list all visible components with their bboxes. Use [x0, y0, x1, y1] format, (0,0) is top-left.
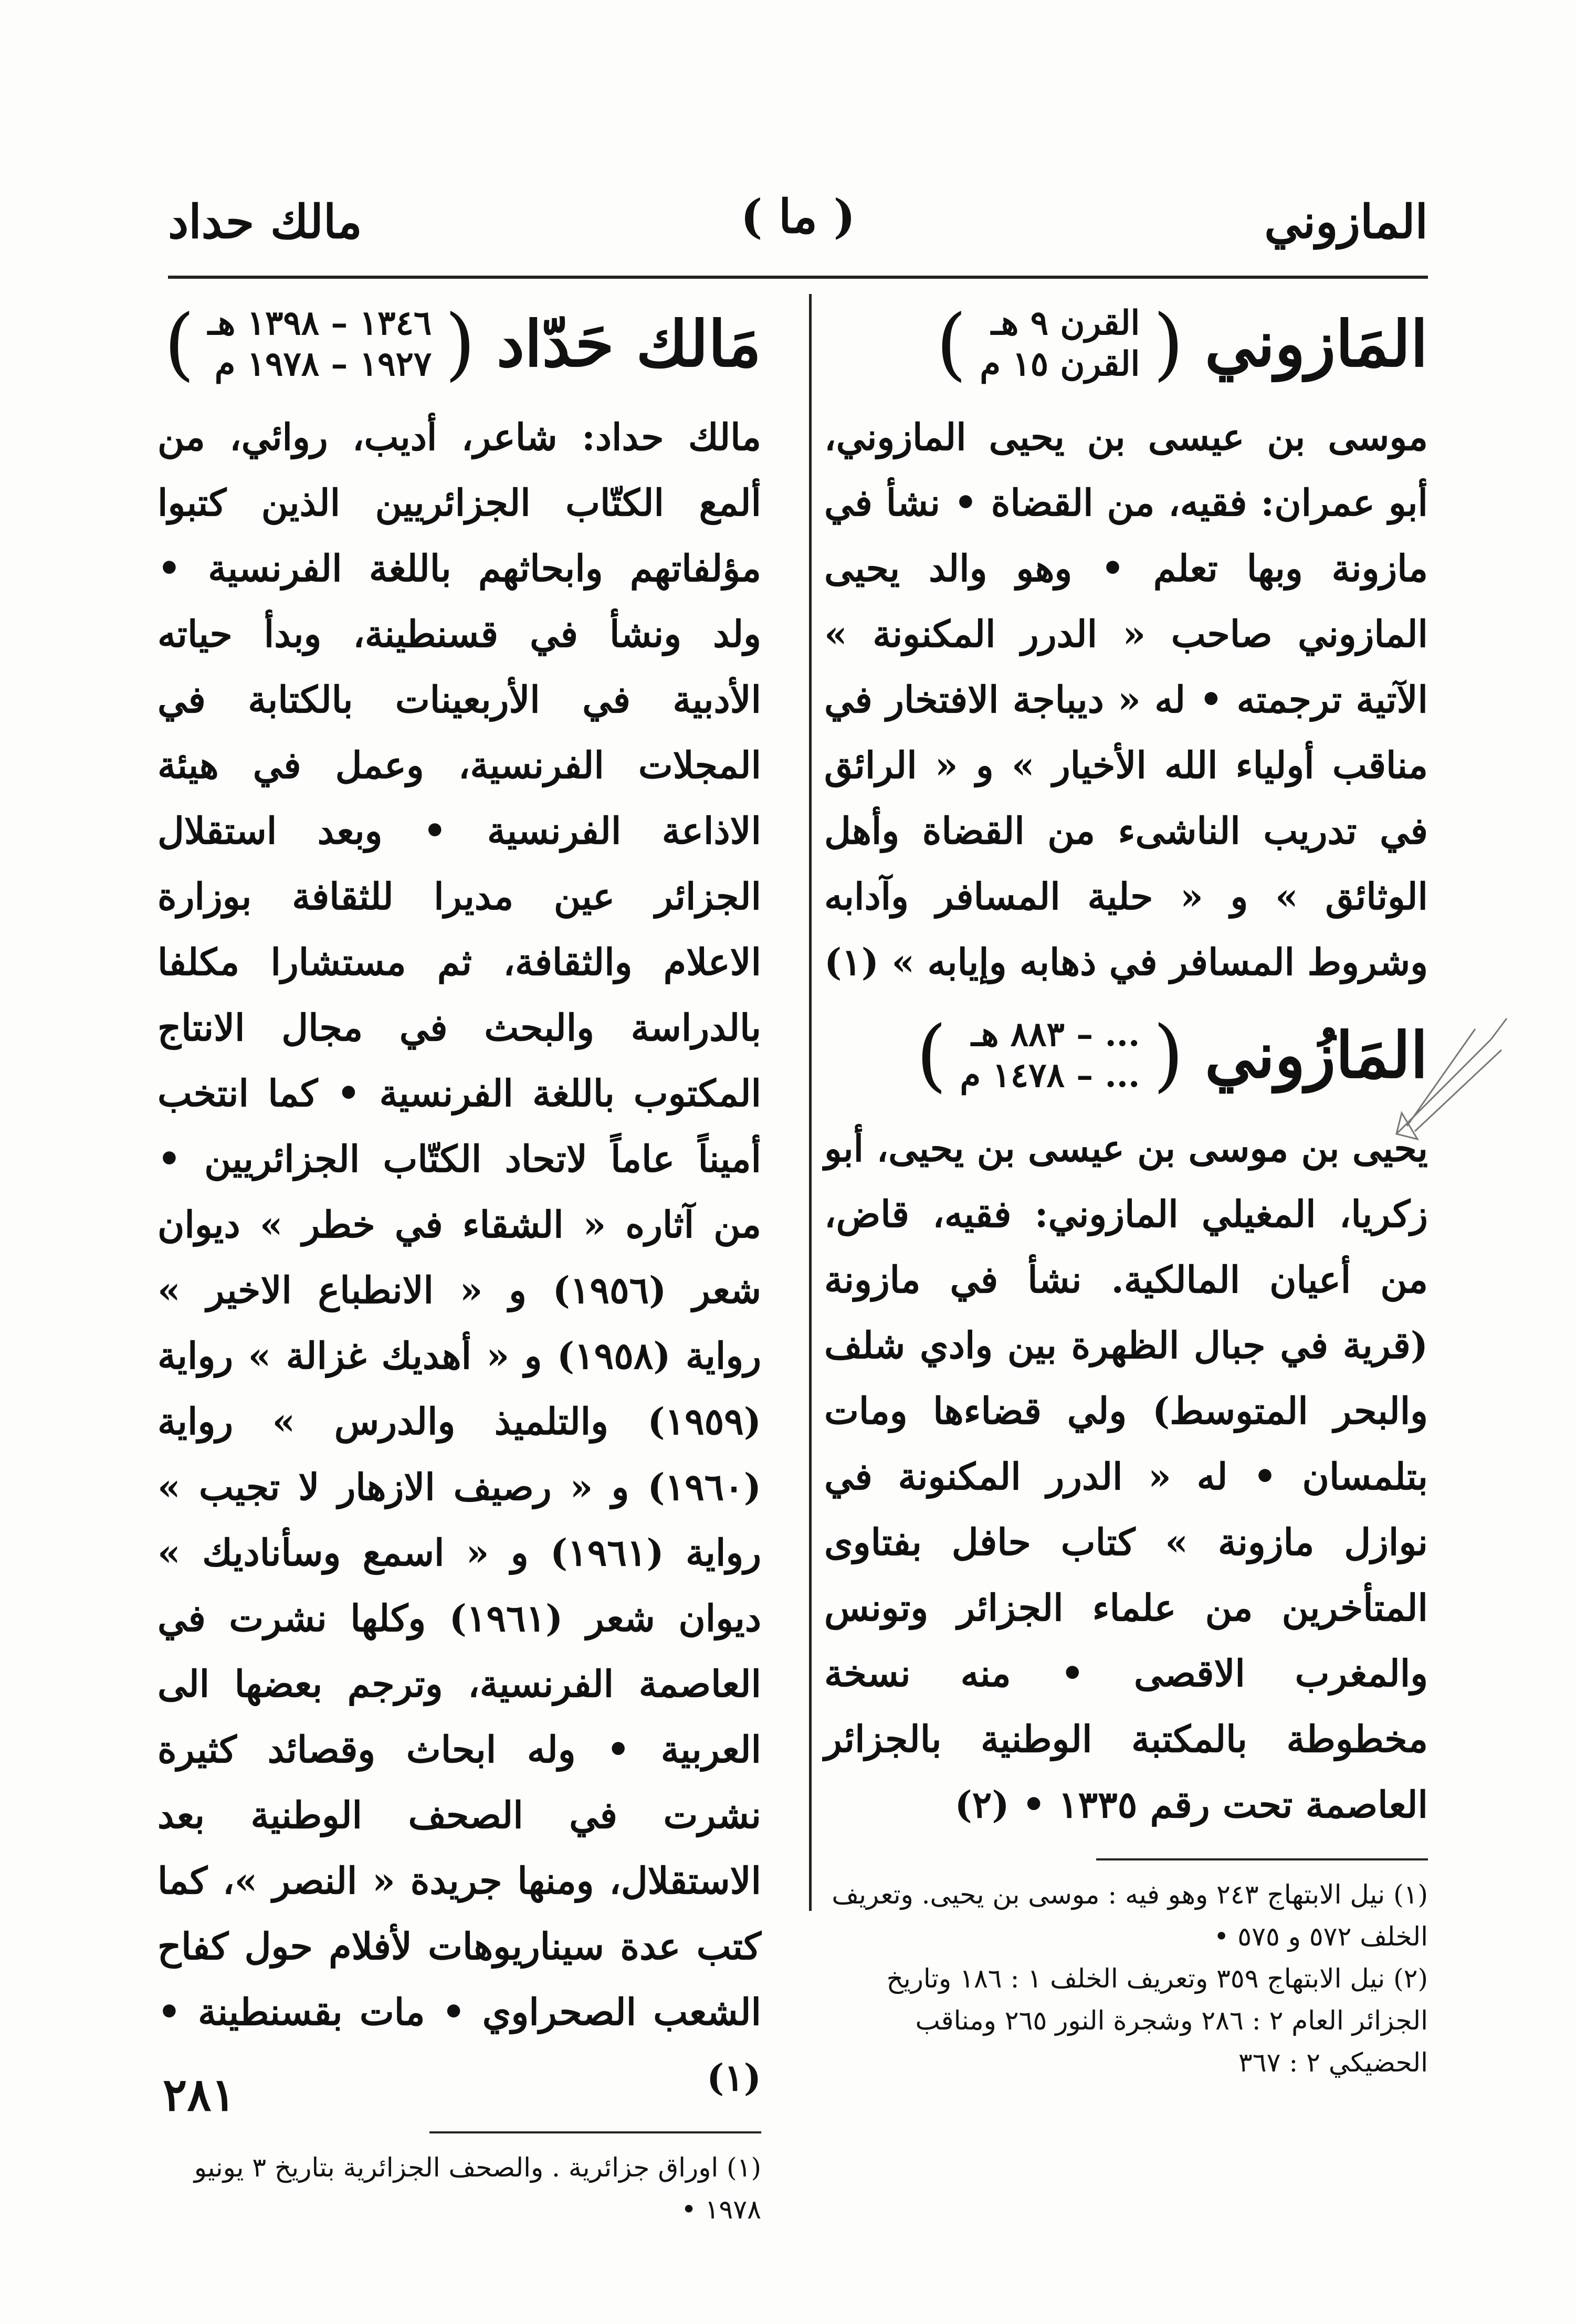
paren-close: )	[936, 298, 967, 390]
footnote-rule	[429, 2131, 762, 2133]
header-right-title: المازوني	[1264, 194, 1428, 249]
header-rule	[168, 276, 1428, 279]
entry-dates	[916, 1009, 1184, 1101]
entry-paragraph: يحيى بن موسى بن عيسى بن يحيى، أبو زكريا، المغيلي المازوني: فقيه، قاض، من أعيان المالكية. نشأ في مازونة (قرية في جبال الظهرة بين وادي شلف والبحر المتوسط) ولي قضاءها ومات بتلمسان • له « الدرر المكنونة في نوازل مازونة » كتاب حافل بفتاوى المتأخرين من علماء الجزائر وتونس والمغرب الاقصى • منه نسخة مخطوطة بالمكتبة الوطنية بالجزائر العاصمة تحت رقم ١٣٣٥ • (٢)	[824, 1127, 1428, 1826]
footnote: (١) نيل الابتهاج ٢٤٣ وهو فيه : موسى بن يحيى. وتعريف الخلف ٥٧٢ و ٥٧٥ •	[832, 1879, 1428, 1952]
gregorian-date: ١٩٢٧ – ١٩٧٨ م	[214, 344, 432, 384]
paren-close: )	[164, 298, 195, 390]
entry-name: المَازُوني	[1204, 1018, 1428, 1092]
header-left-title: مالك حداد	[168, 194, 362, 249]
page-number: ٢٨١	[163, 2068, 236, 2121]
right-column	[824, 283, 1428, 2084]
entry-name: المَازوني	[1204, 307, 1428, 381]
entry-name: مَالك حَدّاد	[496, 307, 761, 381]
footnotes	[157, 2147, 761, 2231]
pencil-arrow-mark	[1386, 1008, 1512, 1144]
paren-open: (	[445, 298, 476, 390]
entry-dates	[164, 298, 475, 390]
entry-heading	[824, 283, 1428, 404]
entry-body	[157, 404, 761, 2110]
entry-dates	[936, 298, 1184, 390]
paren-close: )	[916, 1009, 947, 1101]
running-header	[168, 189, 1428, 278]
hijri-date: ١٣٤٦ – ١٣٩٨ هـ	[207, 303, 432, 343]
gregorian-date: ... – ١٤٧٨ م	[960, 1056, 1140, 1095]
footnote: (١) اوراق جزائرية . والصحف الجزائرية بتاريخ ٣ يونيو ١٩٧٨ •	[194, 2152, 761, 2225]
left-column	[157, 283, 761, 2231]
gregorian-date: القرن ١٥ م	[980, 344, 1140, 384]
entry-paragraph: موسى بن عيسى بن يحيى المازوني، أبو عمران: فقيه، من القضاة • نشأ في مازونة وبها تعلم • وهو والد يحيى المازوني صاحب « الدرر المكنونة » الآتية ترجمته • له « ديباجة الافتخار في مناقب أولياء الله الأخيار » و « الرائق في تدريب الناشىء من القضاة وأهل الوثائق » و « حلية المسافر وآدابه وشروط المسافر في ذهابه وإيابه » (١)	[824, 415, 1428, 984]
footnote: (٢) نيل الابتهاج ٣٥٩ وتعريف الخلف ١ : ١٨٦ وتاريخ الجزائر العام ٢ : ٢٨٦ وشجرة النور ٢٦٥ ومناقب الحضيكي ٢ : ٣٦٧	[886, 1963, 1428, 2078]
paren-open: (	[1153, 298, 1184, 390]
paren-open: (	[1153, 1009, 1184, 1101]
footnotes	[824, 1874, 1428, 2084]
footnote-rule	[1096, 1858, 1428, 1860]
hijri-date: القرن ٩ هـ	[991, 303, 1140, 343]
entry-heading	[157, 283, 761, 404]
entry-body	[824, 404, 1428, 995]
header-letter-section: ( ما )	[740, 189, 856, 244]
hijri-date: ... – ٨٨٣ هـ	[971, 1015, 1140, 1054]
entry-body	[824, 1116, 1428, 1837]
entry-paragraph: مالك حداد: شاعر، أديب، روائي، من ألمع الكتّاب الجزائريين الذين كتبوا مؤلفاتهم وابحاثهم باللغة الفرنسية • ولد ونشأ في قسنطينة، وبدأ حياته الأدبية في الأربعينات بالكتابة في المجلات الفرنسية، وعمل في هيئة الاذاعة الفرنسية • وبعد استقلال الجزائر عين مديرا للثقافة بوزارة الاعلام والثقافة، ثم مستشارا مكلفا بالدراسة والبحث في مجال الانتاج المكتوب باللغة الفرنسية • كما انتخب أميناً عاماً لاتحاد الكتّاب الجزائريين • من آثاره « الشقاء في خطر » ديوان شعر (١٩٥٦) و « الانطباع الاخير » رواية (١٩٥٨) و « أهديك غزالة » رواية (١٩٥٩) والتلميذ والدرس » رواية (١٩٦٠) و « رصيف الازهار لا تجيب » رواية (١٩٦١) و « اسمع وسأناديك » ديوان شعر (١٩٦١) وكلها نشرت في العاصمة الفرنسية، وترجم بعضها الى العربية • وله ابحاث وقصائد كثيرة نشرت في الصحف الوطنية بعد الاستقلال، ومنها جريدة « النصر »، كما كتب عدة سيناريوهات لأفلام حول كفاح الشعب الصحراوي • مات بقسنطينة • (١)	[157, 415, 762, 2099]
column-divider	[809, 294, 812, 1911]
entry-heading	[824, 995, 1428, 1116]
